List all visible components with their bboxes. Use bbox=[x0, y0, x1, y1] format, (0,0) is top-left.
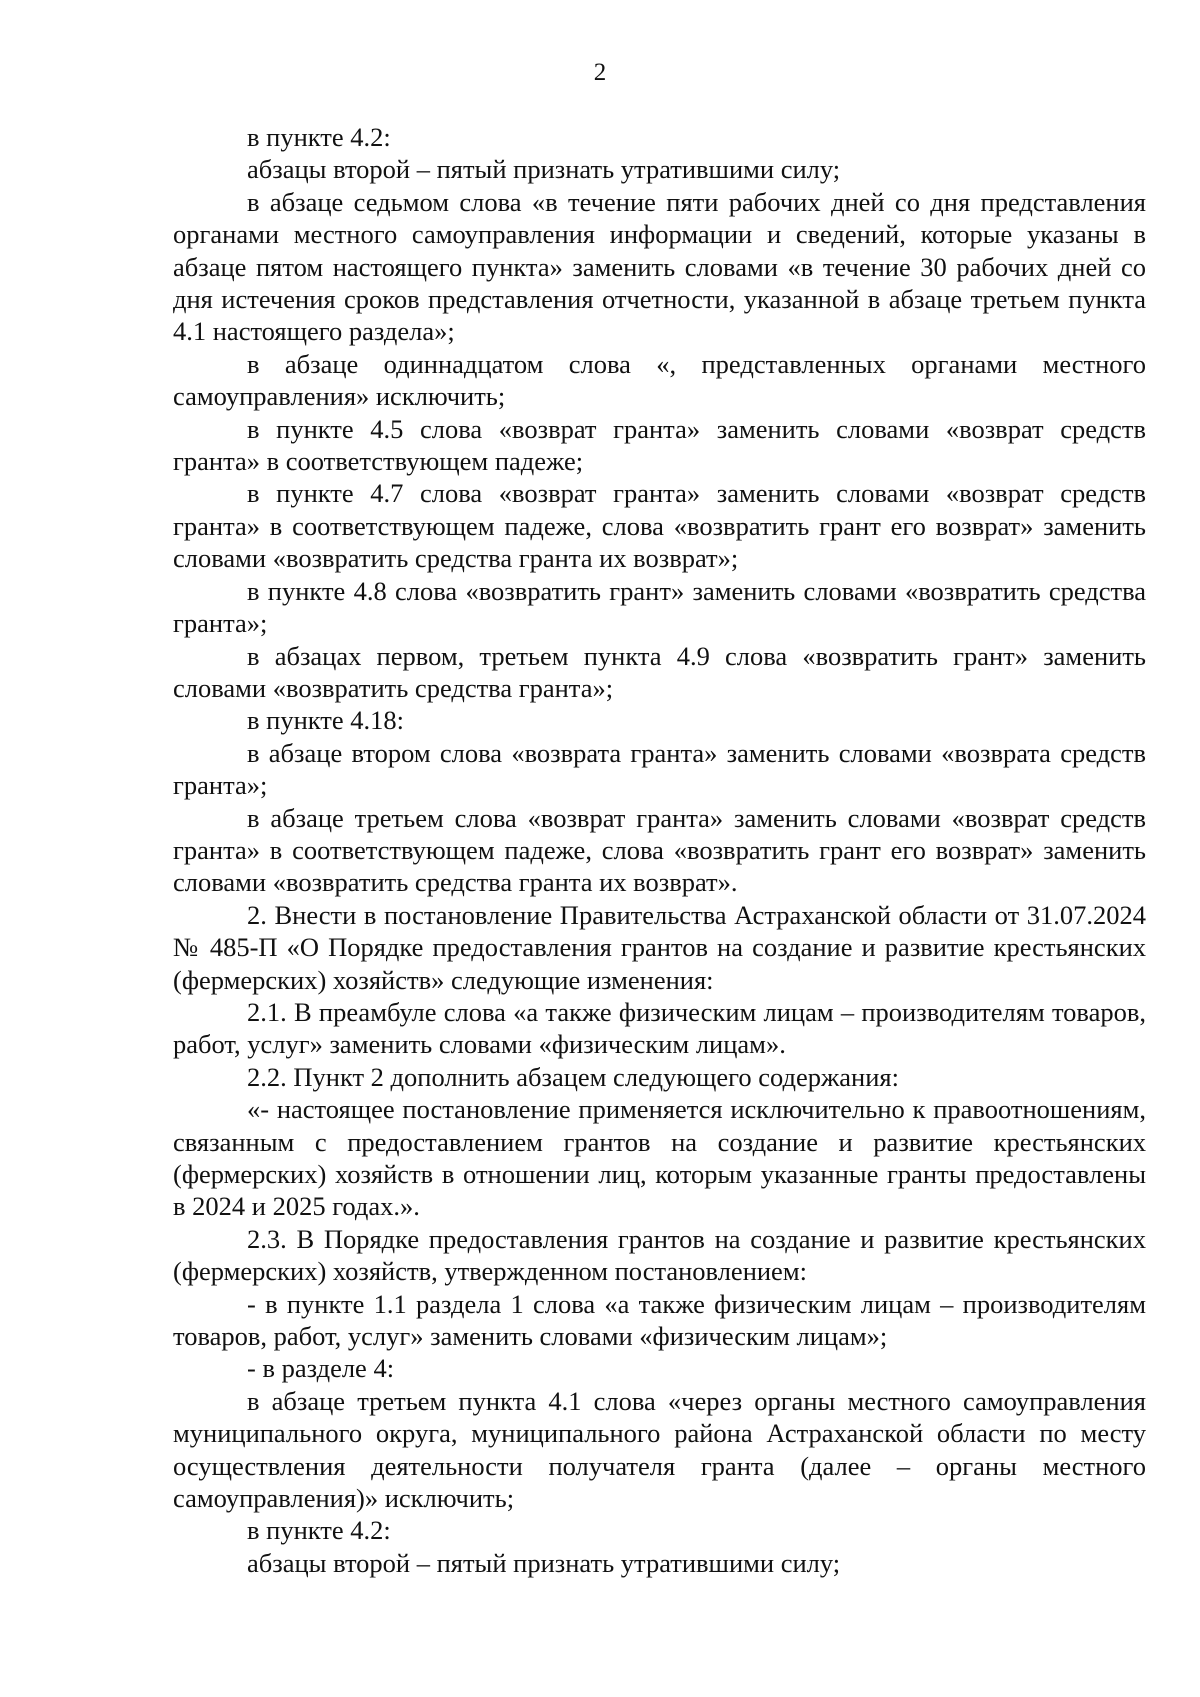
paragraph: в абзаце седьмом слова «в течение пяти рабочих дней со дня представления органами местного самоуправления информации и сведений, которые указаны в абзаце пятом настоящего пункта» заменить словами «в течение 30 рабочих дней со дня истечения сроков представления отчетности, указанной в абзаце третьем пункта 4.1 настоящего раздела»; bbox=[173, 186, 1146, 347]
paragraph: в абзаце третьем слова «возврат гранта» заменить словами «возврат средств гранта» в соответствующем падеже, слова «возвратить грант его возврат» заменить словами «возвратить средства гранта их возврат». bbox=[173, 802, 1146, 898]
paragraph: в пункте 4.2: bbox=[247, 122, 391, 152]
paragraph: в абзаце третьем пункта 4.1 слова «через органы местного самоуправления муниципального округа, муниципального района Астраханской области по месту осуществления деятельности получателя гранта (далее – органы местного самоуправления)» исключить; bbox=[173, 1385, 1146, 1514]
paragraph: - в пункте 1.1 раздела 1 слова «а также физическим лицам – производителям товаров, работ, услуг» заменить словами «физическим лицам»; bbox=[173, 1288, 1146, 1352]
paragraph: абзацы второй – пятый признать утратившими силу; bbox=[247, 1547, 841, 1578]
paragraph: в пункте 4.8 слова «возвратить грант» заменить словами «возвратить средства гранта»; bbox=[173, 575, 1146, 639]
paragraph: - в разделе 4: bbox=[247, 1353, 395, 1384]
paragraph: 2.3. В Порядке предоставления грантов на создание и развитие крестьянских (фермерских) хозяйств, утвержденном постановлением: bbox=[173, 1223, 1146, 1287]
paragraph: 2.1. В преамбуле слова «а также физическим лицам – производителям товаров, работ, услуг» заменить словами «физическим лицам». bbox=[173, 996, 1146, 1060]
paragraph: в пункте 4.18: bbox=[247, 705, 404, 736]
paragraph: абзацы второй – пятый признать утратившими силу; bbox=[247, 154, 841, 185]
document-body bbox=[173, 121, 1146, 1579]
paragraph: в пункте 4.5 слова «возврат гранта» заменить словами «возврат средств гранта» в соответствующем падеже; bbox=[173, 413, 1146, 477]
paragraph: в пункте 4.2: bbox=[247, 1515, 391, 1546]
paragraph: 2.2. Пункт 2 дополнить абзацем следующего содержания: bbox=[247, 1061, 899, 1092]
paragraph: в абзаце одиннадцатом слова «, представленных органами местного самоуправления» исключить; bbox=[173, 348, 1146, 412]
paragraph: «- настоящее постановление применяется исключительно к правоотношениям, связанным с предоставлением грантов на создание и развитие крестьянских (фермерских) хозяйств в отношении лиц, которым указанные гранты предоставлены в 2024 и 2025 годах.». bbox=[173, 1094, 1146, 1222]
paragraph: 2. Внести в постановление Правительства Астраханской области от 31.07.2024 № 485-П «О Порядке предоставления грантов на создание и развитие крестьянских (фермерских) хозяйств» следующие изменения: bbox=[173, 899, 1146, 995]
page-number: 2 bbox=[593, 59, 607, 86]
paragraph: в пункте 4.7 слова «возврат гранта» заменить словами «возврат средств гранта» в соответствующем падеже, слова «возвратить грант его возврат» заменить словами «возвратить средства гранта их возврат»; bbox=[173, 478, 1146, 574]
paragraph: в абзаце втором слова «возврата гранта» заменить словами «возврата средств гранта»; bbox=[173, 737, 1146, 801]
paragraph: в абзацах первом, третьем пункта 4.9 слова «возвратить грант» заменить словами «возвратить средства гранта»; bbox=[173, 640, 1146, 703]
